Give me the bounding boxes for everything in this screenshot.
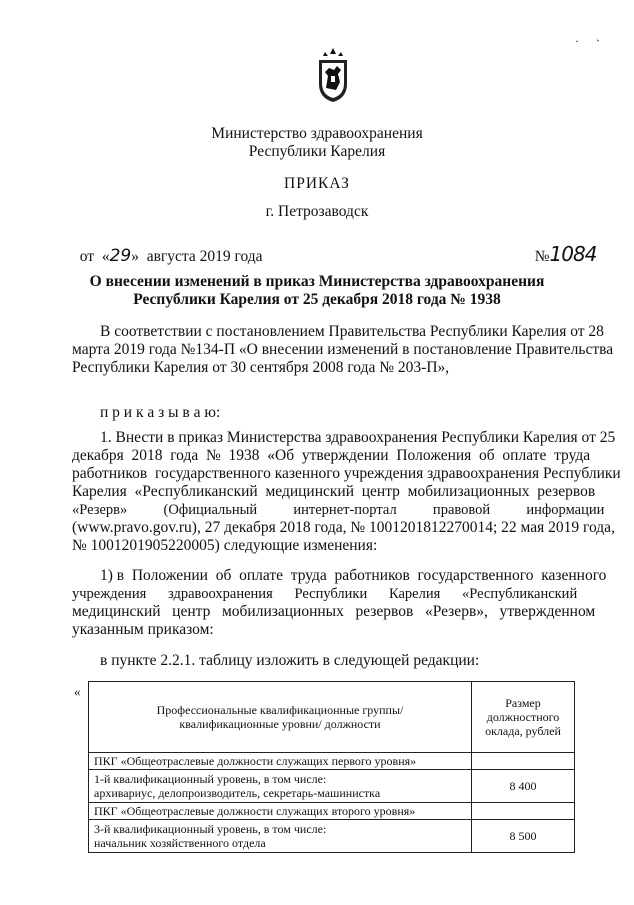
header-col2-line: Размер: [505, 696, 541, 710]
table-row: [89, 820, 575, 853]
date-day: 29: [109, 246, 132, 266]
table-cell-group: [89, 820, 472, 853]
para1-line: В соответствии с постановлением Правительства Республики Карелия от 28: [100, 323, 604, 340]
table-cell-group: [89, 803, 472, 820]
cell-text: 1-й квалификационный уровень, в том числе:: [94, 772, 327, 786]
para3-line: медицинский центр мобилизационных резервов «Резерв», утвержденном: [72, 603, 596, 620]
para2-line: декабря 2018 года № 1938 «Об утверждении Положения об оплате труда: [72, 447, 591, 464]
order-title-line2: Республики Карелия от 25 декабря 2018 года № 1938: [133, 291, 501, 308]
order-title-line1: О внесении изменений в приказ Министерства здравоохранения: [89, 273, 545, 290]
cell-text: архивариус, делопроизводитель, секретарь-машинистка: [94, 786, 381, 800]
table-row: [89, 753, 575, 770]
table-cell-value: [472, 803, 575, 820]
number-prefix: №: [534, 248, 550, 265]
para1-line: марта 2019 года №134-П «О внесении изменений в постановление Правительства: [72, 341, 614, 358]
salary-table: [88, 681, 575, 853]
table-row: [89, 803, 575, 820]
table-header-row: [89, 682, 575, 753]
ministry-name-line1: Министерство здравоохранения: [211, 125, 423, 142]
order-word: п р и к а з ы в а ю:: [100, 404, 221, 421]
header-cell-salary: [472, 682, 575, 753]
para2-line: № 1001201905220005) следующие изменения:: [72, 537, 378, 554]
para2-line: (www.pravo.gov.ru), 27 декабря 2018 года, № 1001201812270014; 22 мая 2019 года,: [72, 519, 615, 536]
scan-mark: ˏ: [596, 28, 600, 42]
para2-line: Карелия «Республиканский медицинский центр мобилизационных резервов: [72, 483, 596, 500]
opening-quote: «: [74, 684, 81, 699]
ministry-name-line2: Республики Карелия: [248, 143, 386, 160]
para2-line: 1. Внести в приказ Министерства здравоохранения Республики Карелия от 25: [100, 429, 616, 446]
para3-line: учреждения здравоохранения Республики Карелия «Республиканский: [72, 586, 578, 602]
para3-line: 1) в Положении об оплате труда работников государственного казенного: [100, 567, 607, 584]
order-number: [527, 227, 596, 266]
coat-of-arms-icon: [316, 46, 350, 104]
para3-line: указанным приказом:: [72, 621, 214, 638]
para2-line: работников государственного казенного учреждения здравоохранения Республики: [72, 465, 621, 482]
para4: в пункте 2.2.1. таблицу изложить в следующей редакции:: [100, 652, 480, 669]
date-prefix: от «: [79, 248, 110, 265]
number-value: 1084: [549, 242, 597, 266]
header-col1-line: квалификационные уровни/ должности: [179, 717, 381, 731]
cell-text: начальник хозяйственного отдела: [94, 836, 266, 850]
header-cell-groups: [89, 682, 472, 753]
cell-text: ПКГ «Общеотраслевые должности служащих второго уровня»: [94, 804, 416, 818]
cell-text: 3-й квалификационный уровень, в том числе:: [94, 822, 327, 836]
para2-line: «Резерв» (Официальный интернет-портал правовой информации: [72, 502, 605, 518]
header-col2-line: оклада, рублей: [485, 724, 561, 738]
document-type: ПРИКАЗ: [284, 175, 350, 192]
header-col2-line: должностного: [486, 710, 560, 724]
city: г. Петрозаводск: [265, 203, 369, 220]
table-cell-value: 8 400: [472, 770, 575, 803]
table-cell-group: [89, 753, 472, 770]
scan-mark: ·: [575, 34, 579, 48]
cell-text: ПКГ «Общеотраслевые должности служащих первого уровня»: [94, 754, 417, 768]
para1-line: Республики Карелия от 30 сентября 2008 года № 203-П»,: [72, 359, 450, 376]
table-cell-group: [89, 770, 472, 803]
table-cell-value: [472, 753, 575, 770]
table-cell-value: 8 500: [472, 820, 575, 853]
date-suffix: » августа 2019 года: [131, 248, 263, 265]
header-col1-line: Профессиональные квалификационные группы/: [156, 703, 404, 717]
table-row: [89, 770, 575, 803]
date-line: [72, 229, 263, 266]
